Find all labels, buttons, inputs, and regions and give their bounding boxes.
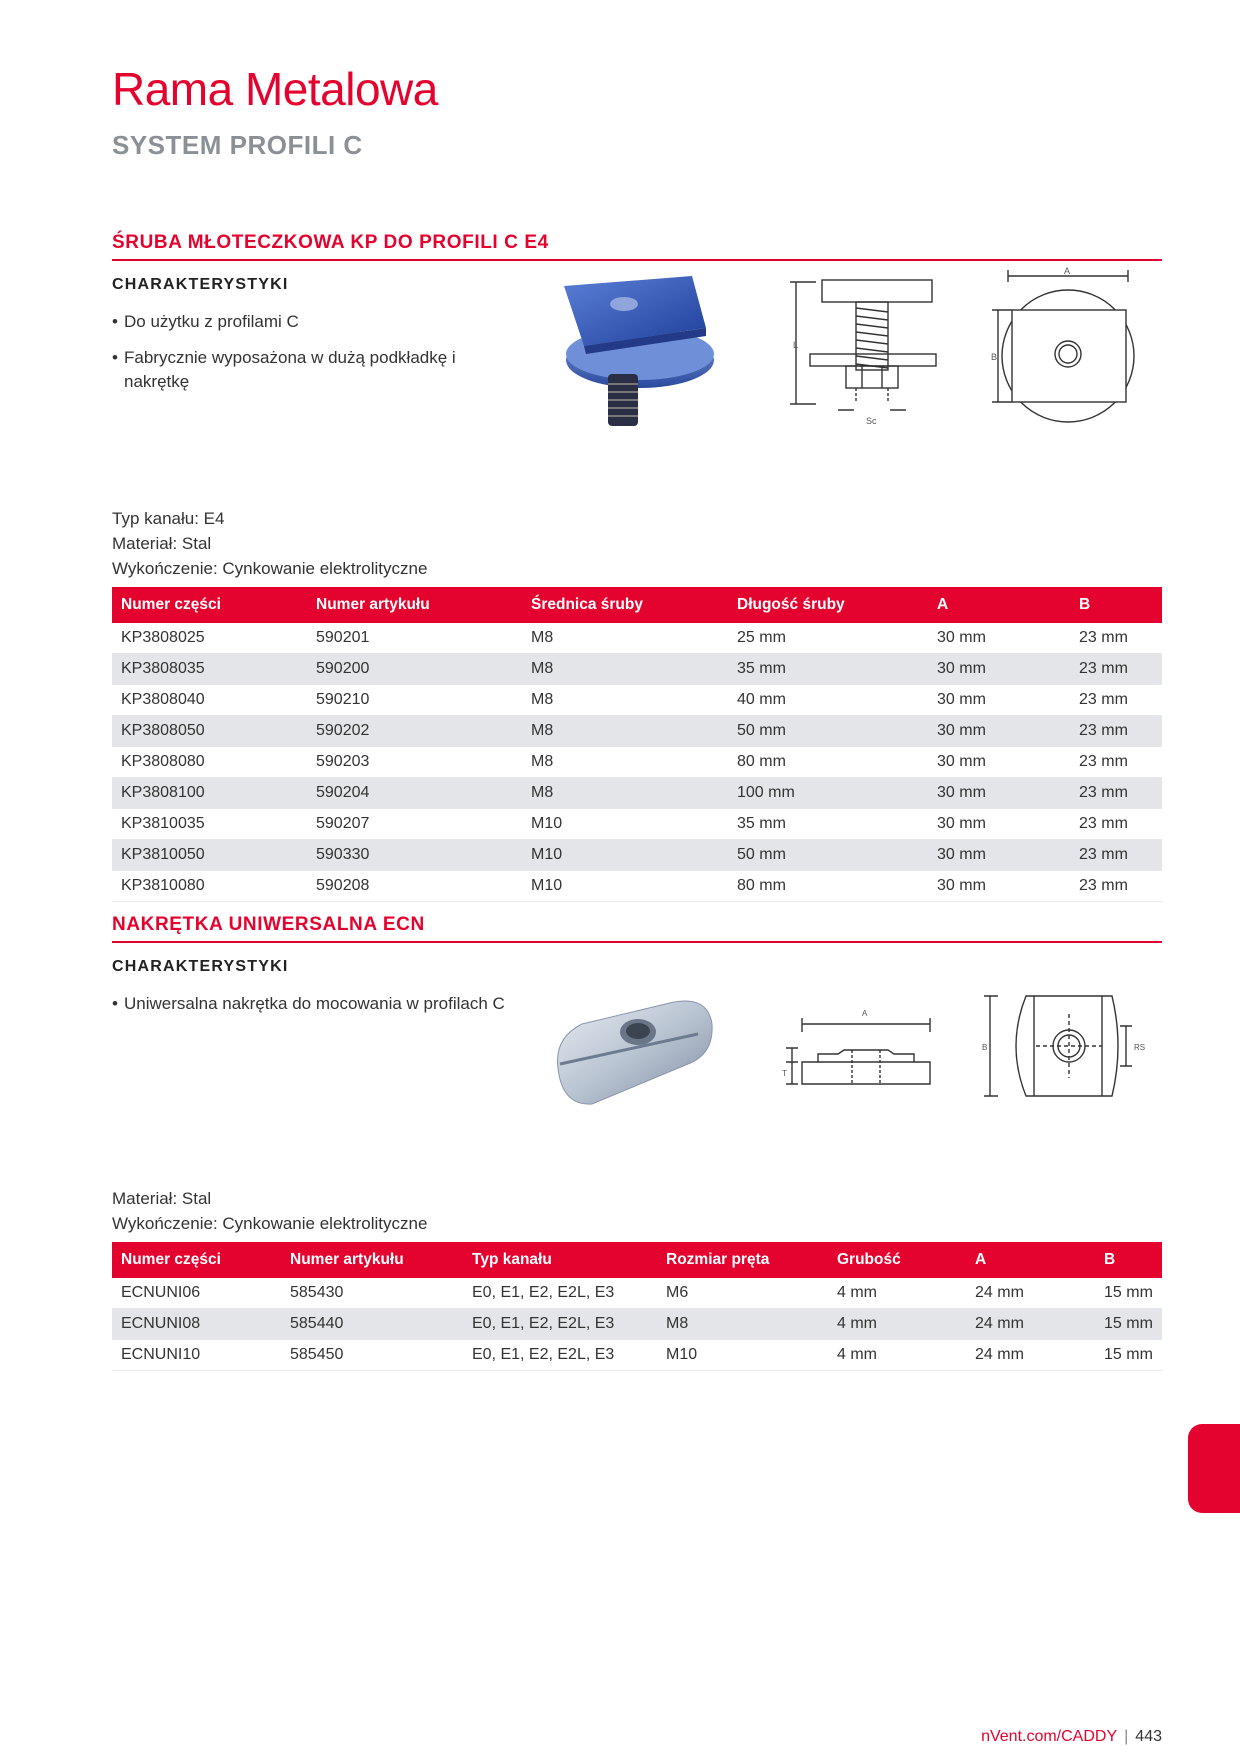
table-cell: 585450 <box>281 1340 463 1371</box>
table-cell: E0, E1, E2, E2L, E3 <box>463 1340 657 1371</box>
dimension-label-t: T <box>782 1069 787 1078</box>
table-header-row <box>112 587 1162 623</box>
hammer-bolt-photo <box>544 266 734 446</box>
characteristics-heading: CHARAKTERYSTYKI <box>112 276 289 293</box>
table-row <box>112 1278 1162 1309</box>
list-item: • Do użytku z profilami C <box>112 310 512 334</box>
table-cell: KP3808100 <box>112 778 307 809</box>
table-cell: 590208 <box>307 871 522 902</box>
table-cell: 4 mm <box>828 1340 966 1371</box>
channel-nut-top-drawing <box>974 986 1154 1106</box>
table-cell: KP3808035 <box>112 654 307 685</box>
table-row <box>112 1309 1162 1340</box>
table-row <box>112 654 1162 685</box>
table-cell: 25 mm <box>728 623 928 654</box>
table-cell: M8 <box>522 716 728 747</box>
column-header: B <box>1095 1242 1162 1278</box>
table-cell: 100 mm <box>728 778 928 809</box>
table-cell: 585440 <box>281 1309 463 1340</box>
table-cell: M8 <box>522 778 728 809</box>
table-row <box>112 623 1162 654</box>
table-cell: 30 mm <box>928 685 1070 716</box>
table-row <box>112 871 1162 902</box>
table-cell: 590201 <box>307 623 522 654</box>
table-cell: E0, E1, E2, E2L, E3 <box>463 1309 657 1340</box>
table-cell: 590200 <box>307 654 522 685</box>
table-cell: 50 mm <box>728 840 928 871</box>
hammer-bolt-table <box>112 587 1162 902</box>
table-cell: 24 mm <box>966 1278 1095 1309</box>
table-cell: 35 mm <box>728 654 928 685</box>
table-cell: 24 mm <box>966 1340 1095 1371</box>
table-cell: KP3808040 <box>112 685 307 716</box>
section-hammer-bolt <box>112 232 1162 894</box>
table-cell: 590330 <box>307 840 522 871</box>
table-cell: 590204 <box>307 778 522 809</box>
table-cell: 590203 <box>307 747 522 778</box>
channel-nut-front-drawing <box>762 1004 952 1114</box>
table-cell: 585430 <box>281 1278 463 1309</box>
table-cell: 40 mm <box>728 685 928 716</box>
dimension-label-b: B <box>982 1043 988 1052</box>
table-cell: 24 mm <box>966 1309 1095 1340</box>
column-header: Długość śruby <box>728 587 928 623</box>
table-row <box>112 747 1162 778</box>
table-cell: M10 <box>522 871 728 902</box>
table-cell: 30 mm <box>928 778 1070 809</box>
dimension-label-a: A <box>1064 266 1071 276</box>
table-cell: 23 mm <box>1070 685 1162 716</box>
column-header: Średnica śruby <box>522 587 728 623</box>
hammer-bolt-top-drawing <box>988 262 1168 432</box>
dimension-label-sc: Sc <box>866 416 877 426</box>
column-header: Grubość <box>828 1242 966 1278</box>
table-cell: M6 <box>657 1278 828 1309</box>
table-cell: 35 mm <box>728 809 928 840</box>
table-cell: M10 <box>522 840 728 871</box>
table-cell: 590202 <box>307 716 522 747</box>
table-cell: 23 mm <box>1070 871 1162 902</box>
section-title: NAKRĘTKA UNIWERSALNA ECN <box>112 914 1162 943</box>
table-cell: 4 mm <box>828 1309 966 1340</box>
column-header: A <box>928 587 1070 623</box>
column-header: Numer artykułu <box>307 587 522 623</box>
table-cell: ECNUNI08 <box>112 1309 281 1340</box>
product-properties <box>112 506 427 581</box>
table-cell: 80 mm <box>728 871 928 902</box>
table-cell: M8 <box>522 654 728 685</box>
page-footer <box>981 1728 1162 1746</box>
table-cell: 30 mm <box>928 747 1070 778</box>
table-cell: 23 mm <box>1070 778 1162 809</box>
table-row <box>112 809 1162 840</box>
column-header: Typ kanału <box>463 1242 657 1278</box>
table-cell: M10 <box>522 809 728 840</box>
table-cell: 30 mm <box>928 840 1070 871</box>
table-cell: KP3808080 <box>112 747 307 778</box>
table-cell: KP3808025 <box>112 623 307 654</box>
table-row <box>112 778 1162 809</box>
table-cell: M8 <box>657 1309 828 1340</box>
table-cell: M10 <box>657 1340 828 1371</box>
characteristics-list <box>112 992 512 1016</box>
table-cell: 15 mm <box>1095 1340 1162 1371</box>
table-cell: M8 <box>522 747 728 778</box>
table-cell: 15 mm <box>1095 1278 1162 1309</box>
property-material: Materiał: Stal <box>112 534 212 553</box>
table-cell: M8 <box>522 685 728 716</box>
property-channel: Typ kanału: E4 <box>112 509 225 528</box>
dimension-label-l: L <box>793 340 799 350</box>
property-finish: Wykończenie: Cynkowanie elektrolityczne <box>112 559 428 578</box>
page-number: 443 <box>1135 1728 1162 1745</box>
table-cell: ECNUNI06 <box>112 1278 281 1309</box>
table-cell: 23 mm <box>1070 840 1162 871</box>
table-cell: 23 mm <box>1070 809 1162 840</box>
channel-nut-table <box>112 1242 1162 1371</box>
column-header: Numer części <box>112 1242 281 1278</box>
table-cell: KP3810080 <box>112 871 307 902</box>
table-cell: E0, E1, E2, E2L, E3 <box>463 1278 657 1309</box>
table-cell: 30 mm <box>928 716 1070 747</box>
table-cell: 80 mm <box>728 747 928 778</box>
table-header-row <box>112 1242 1162 1278</box>
hammer-bolt-side-drawing <box>766 272 956 452</box>
table-cell: 23 mm <box>1070 747 1162 778</box>
table-row <box>112 840 1162 871</box>
section-title: ŚRUBA MŁOTECZKOWA KP DO PROFILI C E4 <box>112 232 1162 261</box>
table-cell: 30 mm <box>928 654 1070 685</box>
characteristics-list <box>112 310 512 394</box>
table-cell: KP3810050 <box>112 840 307 871</box>
table-row <box>112 685 1162 716</box>
property-finish: Wykończenie: Cynkowanie elektrolityczne <box>112 1214 428 1233</box>
table-cell: 15 mm <box>1095 1309 1162 1340</box>
column-header: Numer części <box>112 587 307 623</box>
table-cell: 4 mm <box>828 1278 966 1309</box>
table-cell: 50 mm <box>728 716 928 747</box>
page-title: Rama Metalowa <box>112 63 438 115</box>
column-header: A <box>966 1242 1095 1278</box>
property-material: Materiał: Stal <box>112 1189 212 1208</box>
table-cell: 30 mm <box>928 809 1070 840</box>
list-item: • Fabrycznie wyposażona w dużą podkładkę i nakrętkę <box>112 346 512 394</box>
table-cell: 23 mm <box>1070 623 1162 654</box>
section-tab-marker <box>1188 1424 1240 1513</box>
list-item: • Uniwersalna nakrętka do mocowania w profilach C <box>112 992 512 1016</box>
table-cell: M8 <box>522 623 728 654</box>
product-properties <box>112 1186 427 1236</box>
footer-url[interactable]: nVent.com/CADDY <box>981 1728 1118 1745</box>
dimension-label-a: A <box>862 1009 868 1018</box>
table-cell: KP3808050 <box>112 716 307 747</box>
channel-nut-photo <box>548 994 718 1114</box>
table-cell: 23 mm <box>1070 716 1162 747</box>
page-subtitle: SYSTEM PROFILI C <box>112 130 363 160</box>
table-cell: KP3810035 <box>112 809 307 840</box>
dimension-label-b: B <box>991 352 998 362</box>
table-cell: 30 mm <box>928 623 1070 654</box>
column-header: B <box>1070 587 1162 623</box>
table-cell: 23 mm <box>1070 654 1162 685</box>
table-row <box>112 716 1162 747</box>
table-cell: 590210 <box>307 685 522 716</box>
table-cell: 30 mm <box>928 871 1070 902</box>
dimension-label-rs: RS <box>1134 1043 1146 1052</box>
table-cell: ECNUNI10 <box>112 1340 281 1371</box>
table-row <box>112 1340 1162 1371</box>
column-header: Rozmiar pręta <box>657 1242 828 1278</box>
section-universal-nut <box>112 914 1162 1363</box>
table-cell: 590207 <box>307 809 522 840</box>
footer-separator: | <box>1124 1728 1129 1745</box>
characteristics-heading: CHARAKTERYSTYKI <box>112 958 289 975</box>
column-header: Numer artykułu <box>281 1242 463 1278</box>
